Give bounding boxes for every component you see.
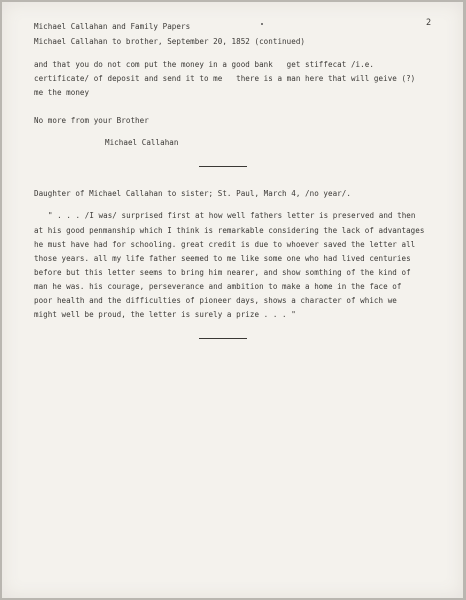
- letter2-line-6: man he was. his courage, perseverance and ambition to make a home in the face of: [34, 282, 402, 291]
- section-divider: [199, 166, 247, 167]
- letter2-line-4: those years. all my life father seemed to me like some one who had lived centuries: [34, 254, 411, 263]
- speck-mark: [261, 23, 263, 25]
- letter2-line-2: at his good penmanship which I think is remarkable considering the lack of advantages: [34, 226, 425, 235]
- letter1-closing: No more from your Brother: [34, 116, 149, 125]
- letter1-line-1: and that you do not com put the money in a good bank get stiffecat /i.e.: [34, 60, 374, 69]
- letter1-line-3: me the money: [34, 88, 90, 97]
- collection-title: Michael Callahan and Family Papers: [34, 22, 191, 31]
- letter2-line-5: before but this letter seems to bring him nearer, and show somthing of the kind of: [34, 268, 411, 277]
- letter-title: Michael Callahan to brother, September 20, 1852 (continued): [34, 37, 306, 46]
- page-number: 2: [426, 18, 432, 28]
- letter1-line-2: certificate/ of deposit and send it to me there is a man here that will geive (?): [34, 74, 416, 83]
- letter2-line-8: might well be proud, the letter is surely a prize . . . ": [34, 310, 296, 319]
- letter2-line-1: " . . . /I was/ surprised first at how well fathers letter is preserved and then: [48, 211, 416, 220]
- letter2-line-3: he must have had for schooling. great credit is due to whoever saved the letter all: [34, 240, 416, 249]
- letter1-signature: Michael Callahan: [105, 138, 179, 147]
- document-page: [2, 2, 463, 598]
- letter2-line-7: poor health and the difficulties of pioneer days, shows a character of which we: [34, 296, 397, 305]
- end-divider: [199, 338, 247, 339]
- letter2-title: Daughter of Michael Callahan to sister; St. Paul, March 4, /no year/.: [34, 189, 351, 198]
